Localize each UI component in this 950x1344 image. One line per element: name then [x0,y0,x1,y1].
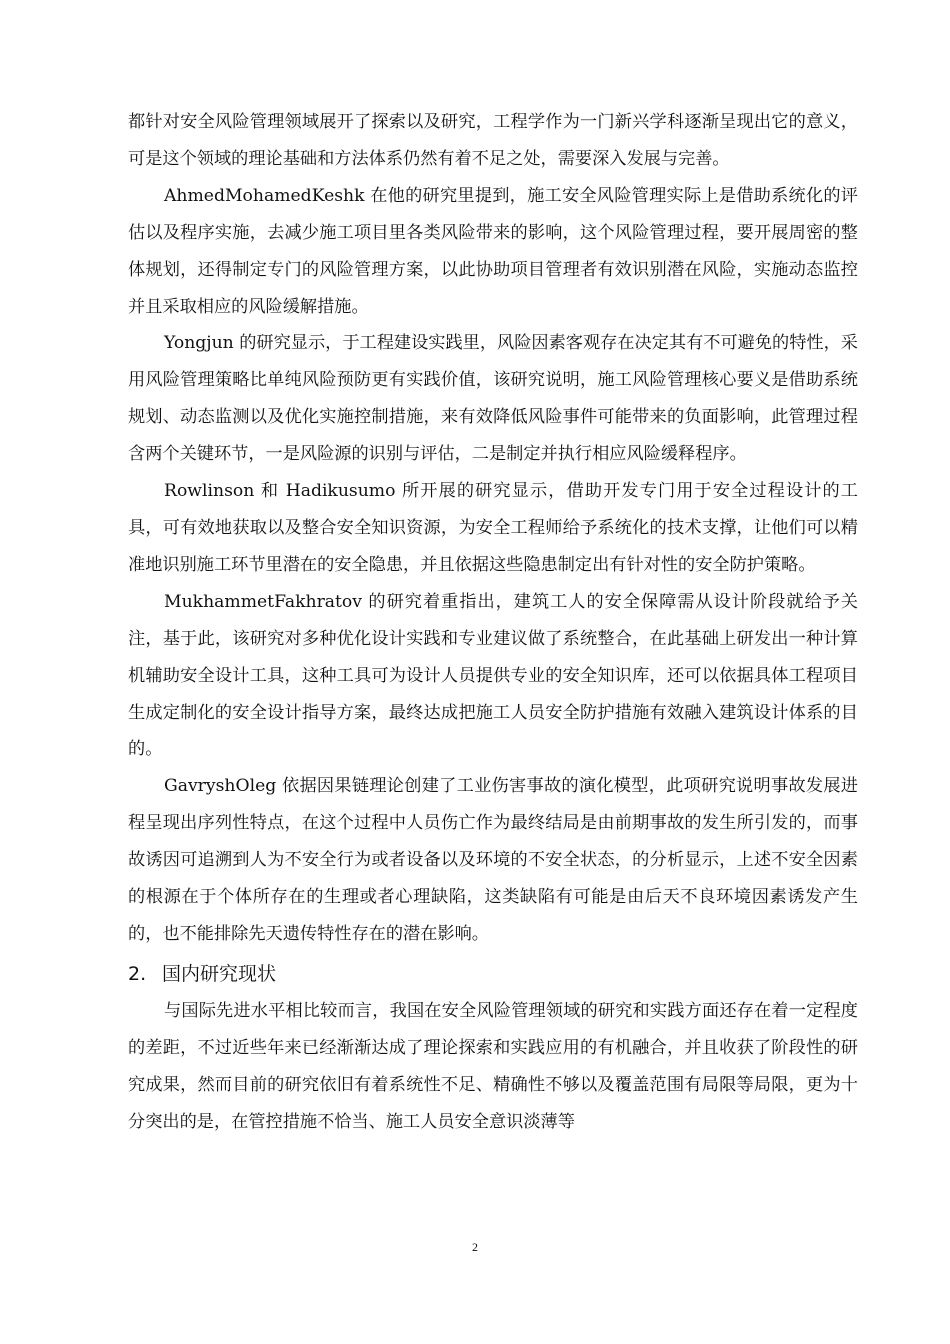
document-body [128,104,858,1140]
paragraph: Rowlinson 和 Hadikusumo 所开展的研究显示，借助开发专门用于安全过程设计的工具，可有效地获取以及整合安全知识资源，为安全工程师给予系统化的技术支撑，让他们可以精准地识别施工环节里潜在的安全隐患，并且依据这些隐患制定出有针对性的安全防护策略。 [128,481,858,575]
paragraph: GavryshOleg 依据因果链理论创建了工业伤害事故的演化模型，此项研究说明事故发展进程呈现出序列性特点，在这个过程中人员伤亡作为最终结局是由前期事故的发生所引发的，而事故诱因可追溯到人为不安全行为或者设备以及环境的不安全状态，的分析显示，上述不安全因素的根源在于个体所存在的生理或者心理缺陷，这类缺陷有可能是由后天不良环境因素诱发产生的，也不能排除先天遗传特性存在的潜在影响。 [128,776,858,944]
paragraphs-after [128,993,858,1141]
paragraph: AhmedMohamedKeshk 在他的研究里提到，施工安全风险管理实际上是借助系统化的评估以及程序实施，去减少施工项目里各类风险带来的影响，这个风险管理过程，要开展周密的整体规划，还得制定专门的风险管理方案，以此协助项目管理者有效识别潜在风险，实施动态监控并且采取相应的风险缓解措施。 [128,185,858,317]
paragraph: MukhammetFakhratov 的研究着重指出，建筑工人的安全保障需从设计阶段就给予关注，基于此，该研究对多种优化设计实践和专业建议做了系统整合，在此基础上研发出一种计算机辅助安全设计工具，这种工具可为设计人员提供专业的安全知识库，还可以依据具体工程项目生成定制化的安全设计指导方案，最终达成把施工人员安全防护措施有效融入建筑设计体系的目的。 [128,591,858,760]
page-number: 2 [472,1240,478,1254]
section-title: 国内研究现状 [162,962,277,985]
section-number: 2. [128,962,147,985]
paragraphs-before [128,104,858,953]
paragraph: Yongjun 的研究显示，于工程建设实践里，风险因素客观存在决定其有不可避免的特性，采用风险管理策略比单纯风险预防更有实践价值，该研究说明，施工风险管理核心要义是借助系统规划、动态监测以及优化实施控制措施，来有效降低风险事件可能带来的负面影响，此管理过程含两个关键环节，一是风险源的识别与评估，二是制定并执行相应风险缓释程序。 [128,333,858,465]
paragraph: 都针对安全风险管理领域展开了探索以及研究，工程学作为一门新兴学科逐渐呈现出它的意义，可是这个领域的理论基础和方法体系仍然有着不足之处，需要深入发展与完善。 [128,112,858,169]
section-heading [128,957,858,991]
paragraph: 与国际先进水平相比较而言，我国在安全风险管理领域的研究和实践方面还存在着一定程度的差距，不过近些年来已经渐渐达成了理论探索和实践应用的有机融合，并且收获了阶段性的研究成果，然而目前的研究依旧有着系统性不足、精确性不够以及覆盖范围有局限等局限，更为十分突出的是，在管控措施不恰当、施工人员安全意识淡薄等 [128,1000,858,1132]
